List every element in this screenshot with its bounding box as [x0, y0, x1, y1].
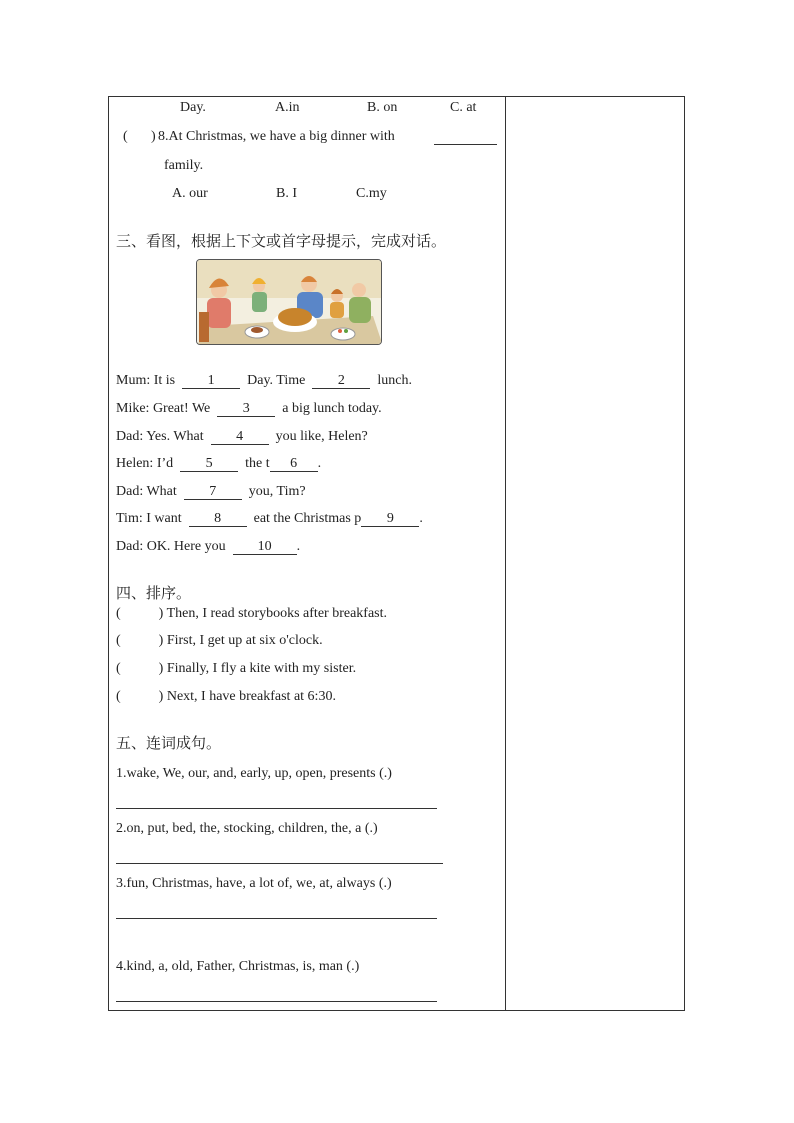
blank-2[interactable]: 2	[312, 373, 370, 389]
dialogue-line-6: Tim: I want 8 eat the Christmas p 9 .	[116, 511, 423, 526]
order-item-3: ( ) Finally, I fly a kite with my sister.	[116, 661, 357, 676]
sentence-task-1: 1.wake, We, our, and, early, up, open, presents (.)	[116, 766, 392, 781]
q7-stem: Day.	[180, 100, 206, 115]
answer-line-1[interactable]	[116, 808, 437, 809]
answer-line-2[interactable]	[116, 863, 443, 864]
blank-8[interactable]: 8	[189, 511, 247, 527]
section3-title: 三、看图，根据上下文或首字母提示，完成对话。	[116, 232, 447, 250]
blank-4[interactable]: 4	[211, 429, 269, 445]
blank-1[interactable]: 1	[182, 373, 240, 389]
dialogue-line-7: Dad: OK. Here you 10 .	[116, 539, 301, 554]
q7-option-a: A.in	[275, 100, 300, 115]
section5-title: 五、连词成句。	[116, 734, 222, 752]
q8-continuation: family.	[164, 158, 204, 173]
dialogue-line-2: Mike: Great! We 3 a big lunch today.	[116, 401, 382, 416]
q8-stem: 8.At Christmas, we have a big dinner with	[158, 129, 395, 144]
dialogue-line-4: Helen: I’d 5 the t 6 .	[116, 456, 322, 471]
blank-7[interactable]: 7	[184, 484, 242, 500]
answer-line-3[interactable]	[116, 918, 437, 919]
sentence-task-2: 2.on, put, bed, the, stocking, children, the, a (.)	[116, 821, 378, 836]
blank-10[interactable]: 10	[233, 539, 297, 555]
sentence-task-3: 3.fun, Christmas, have, a lot of, we, at, always (.)	[116, 876, 392, 891]
q8-option-b: B. I	[276, 186, 297, 201]
worksheet-table	[108, 96, 685, 1011]
q7-option-b: B. on	[367, 100, 398, 115]
order-item-4: ( ) Next, I have breakfast at 6:30.	[116, 689, 336, 704]
christmas-dinner-illustration	[196, 259, 382, 345]
q8-option-a: A. our	[172, 186, 208, 201]
answer-line-4[interactable]	[116, 1001, 437, 1002]
column-divider	[505, 97, 506, 1010]
order-item-2: ( ) First, I get up at six o'clock.	[116, 633, 323, 648]
q8-paren-close: )	[151, 129, 156, 144]
q8-option-c: C.my	[356, 186, 387, 201]
section4-title: 四、排序。	[116, 584, 192, 602]
blank-5[interactable]: 5	[180, 456, 238, 472]
order-item-1: ( ) Then, I read storybooks after breakfast.	[116, 606, 388, 621]
blank-9[interactable]: 9	[361, 511, 419, 527]
dialogue-line-1: Mum: It is 1 Day. Time 2 lunch.	[116, 373, 412, 388]
dialogue-line-3: Dad: Yes. What 4 you like, Helen?	[116, 429, 368, 444]
blank-6[interactable]: 6	[270, 456, 318, 472]
q8-paren-open: (	[123, 129, 128, 144]
sentence-task-4: 4.kind, a, old, Father, Christmas, is, man (.)	[116, 959, 360, 974]
q7-option-c: C. at	[450, 100, 477, 115]
dialogue-line-5: Dad: What 7 you, Tim?	[116, 484, 306, 499]
blank-3[interactable]: 3	[217, 401, 275, 417]
q8-answer-blank[interactable]	[434, 144, 497, 145]
